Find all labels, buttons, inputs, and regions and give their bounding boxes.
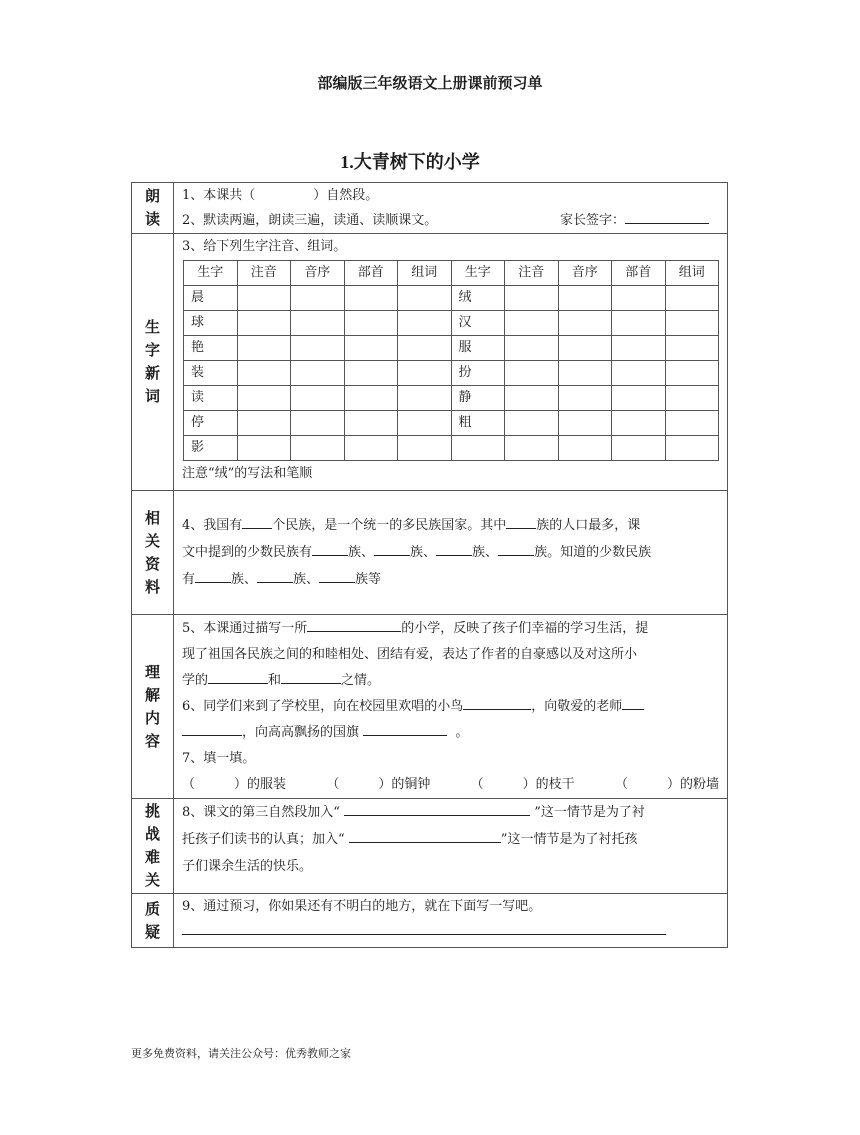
q4-text: 有 — [182, 572, 196, 587]
answer-cell[interactable] — [665, 311, 719, 336]
character-cell — [451, 436, 505, 461]
character-cell: 绒 — [451, 286, 505, 311]
question-8-line-3: 子们课余生活的快乐。 — [182, 859, 313, 874]
question-2 — [182, 208, 721, 233]
q8-text: 8、课文的第三自然段加入“ — [182, 805, 340, 820]
character-cell: 扮 — [451, 361, 505, 386]
character-row — [184, 361, 719, 386]
label-char: 生 — [144, 318, 160, 336]
character-cell: 影 — [184, 436, 238, 461]
answer-cell[interactable] — [344, 386, 398, 411]
document-title: 部编版三年级语文上册课前预习单 — [317, 74, 543, 92]
q4-text: 4、我国有 — [182, 518, 243, 533]
section-content-question — [174, 894, 728, 948]
worksheet-table — [131, 182, 728, 948]
flag-greeting-field[interactable] — [363, 721, 447, 736]
ethnic-count-field[interactable] — [242, 514, 272, 529]
question-5-line-1 — [182, 616, 721, 642]
section-understand — [132, 615, 728, 799]
plot-field-2[interactable] — [349, 828, 501, 843]
character-row — [184, 386, 719, 411]
answer-cell[interactable] — [505, 311, 559, 336]
header-cell: 生字 — [184, 261, 238, 286]
question-9-answer-line — [182, 919, 721, 944]
answer-cell[interactable] — [665, 386, 719, 411]
label-char: 挑 — [144, 802, 160, 820]
label-char: 关 — [144, 531, 160, 550]
answer-cell[interactable] — [398, 336, 452, 361]
q6-text: ，向敬爱的老师 — [531, 699, 623, 714]
answer-cell[interactable] — [665, 286, 719, 311]
q4-text: 族、 — [348, 545, 375, 560]
section-read — [132, 183, 728, 234]
label-char: 词 — [144, 387, 160, 405]
signature-field[interactable] — [625, 209, 709, 224]
question-9: 9、通过预习，你如果还有不明白的地方，就在下面写一写吧。 — [182, 899, 542, 914]
question-6-line-1 — [182, 694, 721, 720]
answer-cell[interactable] — [291, 361, 345, 386]
answer-cell[interactable] — [291, 336, 345, 361]
header-cell: 组词 — [398, 261, 452, 286]
character-cell: 晨 — [184, 286, 238, 311]
answer-cell[interactable] — [558, 311, 612, 336]
character-cell: 球 — [184, 311, 238, 336]
question-4-line-3 — [182, 566, 721, 593]
character-row — [184, 436, 719, 461]
q4-text: 族、 — [231, 572, 258, 587]
header-cell: 部首 — [612, 261, 666, 286]
answer-cell[interactable] — [665, 336, 719, 361]
answer-cell[interactable] — [398, 286, 452, 311]
q1-prefix: 1、本课共（ — [182, 188, 256, 203]
section-content-read — [174, 183, 728, 234]
q6-text: 6、同学们来到了学校里，向在校园里欢唱的小鸟 — [182, 699, 464, 714]
section-label-question — [132, 894, 174, 948]
question-7: 7、填一填。 — [182, 751, 256, 766]
answer-cell[interactable] — [344, 436, 398, 461]
label-char: 疑 — [144, 922, 160, 941]
answer-cell[interactable] — [665, 361, 719, 386]
answer-cell[interactable] — [612, 336, 666, 361]
answer-cell[interactable] — [291, 311, 345, 336]
question-4-line-2 — [182, 539, 721, 566]
section-question — [132, 894, 728, 948]
answer-cell[interactable] — [505, 286, 559, 311]
section-challenge — [132, 799, 728, 894]
answer-cell[interactable] — [237, 336, 291, 361]
answer-cell[interactable] — [344, 286, 398, 311]
feeling-field-2[interactable] — [281, 669, 341, 684]
known-minority-field[interactable] — [257, 568, 293, 583]
character-cell: 停 — [184, 411, 238, 436]
label-char: 内 — [144, 708, 160, 727]
section-info — [132, 491, 728, 615]
header-cell: 组词 — [665, 261, 719, 286]
q8-text: 托孩子们读书的认真；加入“ — [182, 832, 345, 847]
minority-field[interactable] — [436, 541, 472, 556]
answer-cell[interactable] — [612, 311, 666, 336]
answer-cell[interactable] — [398, 386, 452, 411]
question-6-line-2 — [182, 720, 721, 746]
answer-cell[interactable] — [237, 411, 291, 436]
answer-cell[interactable] — [558, 411, 612, 436]
character-cell: 粗 — [451, 411, 505, 436]
header-cell: 注音 — [237, 261, 291, 286]
label-char: 读 — [144, 210, 160, 228]
label-char: 难 — [144, 848, 160, 866]
q4-text: 族、 — [410, 545, 437, 560]
answer-cell[interactable] — [558, 286, 612, 311]
q5-text: 之情。 — [341, 673, 381, 688]
section-content-understand — [174, 615, 728, 799]
q6-text: 。 — [455, 725, 469, 740]
answer-cell[interactable] — [291, 436, 345, 461]
character-table — [183, 260, 719, 461]
section-label-challenge — [132, 799, 174, 894]
answer-cell[interactable] — [665, 436, 719, 461]
answer-cell[interactable] — [665, 411, 719, 436]
character-cell: 静 — [451, 386, 505, 411]
header-cell: 生字 — [451, 261, 505, 286]
answer-cell[interactable] — [505, 361, 559, 386]
lesson-title — [0, 148, 820, 174]
question-4-line-1 — [182, 512, 721, 539]
q5-text: 的小学，反映了孩子们幸福的学习生活，提 — [401, 621, 649, 636]
q4-text: 族、 — [293, 572, 320, 587]
label-char: 朗 — [144, 187, 160, 205]
answer-cell[interactable] — [612, 361, 666, 386]
q4-text: 族、 — [472, 545, 499, 560]
label-char: 理 — [144, 662, 160, 681]
answer-cell[interactable] — [344, 336, 398, 361]
answer-cell[interactable] — [505, 411, 559, 436]
character-cell: 服 — [451, 336, 505, 361]
label-char: 字 — [144, 341, 160, 359]
answer-cell[interactable] — [558, 436, 612, 461]
teacher-greeting-field[interactable] — [622, 695, 644, 710]
character-row — [184, 411, 719, 436]
lesson-name: 大青树下的小学 — [353, 152, 480, 173]
minority-field[interactable] — [498, 541, 534, 556]
section-content-challenge — [174, 799, 728, 894]
answer-cell[interactable] — [237, 361, 291, 386]
answer-cell[interactable] — [237, 286, 291, 311]
answer-cell[interactable] — [612, 286, 666, 311]
q4-text: 族的人口最多，课 — [536, 518, 641, 533]
section-label-read — [132, 183, 174, 234]
answer-cell[interactable] — [505, 336, 559, 361]
character-row — [184, 336, 719, 361]
answer-cell[interactable] — [291, 386, 345, 411]
answer-cell[interactable] — [344, 361, 398, 386]
character-cell: 汉 — [451, 311, 505, 336]
lesson-number: 1. — [340, 152, 354, 172]
answer-cell[interactable] — [398, 311, 452, 336]
q4-text: 文中提到的少数民族有 — [182, 545, 313, 560]
character-cell: 艳 — [184, 336, 238, 361]
question-8-line-1 — [182, 799, 721, 826]
largest-group-field[interactable] — [506, 514, 536, 529]
q4-text: 族。知道的少数民族 — [534, 545, 652, 560]
answer-cell[interactable] — [558, 386, 612, 411]
section-content-info — [174, 491, 728, 615]
q4-text: 个民族，是一个统一的多民族国家。其中 — [272, 518, 507, 533]
question-5-line-3 — [182, 668, 721, 694]
teacher-greeting-field-cont[interactable] — [182, 721, 242, 736]
signature-label: 家长签字： — [560, 213, 626, 228]
known-minority-field[interactable] — [319, 568, 355, 583]
question-8-line-2 — [182, 826, 721, 853]
footer-note: 更多免费资料，请关注公众号：优秀教师之家 — [131, 1047, 351, 1060]
minority-field[interactable] — [312, 541, 348, 556]
q2-text: 2、默读两遍，朗读三遍，读通、读顺课文。 — [182, 213, 438, 228]
answer-cell[interactable] — [344, 311, 398, 336]
character-cell: 读 — [184, 386, 238, 411]
known-minority-field[interactable] — [195, 568, 231, 583]
section-content-chars — [174, 234, 728, 491]
q6-text: ，向高高飘扬的国旗 — [242, 725, 360, 740]
character-row — [184, 311, 719, 336]
label-char: 料 — [144, 577, 160, 596]
label-char: 相 — [144, 508, 160, 527]
header-cell: 音序 — [558, 261, 612, 286]
label-char: 战 — [144, 825, 160, 843]
label-char: 解 — [144, 685, 160, 704]
answer-cell[interactable] — [612, 386, 666, 411]
question-answer-field[interactable] — [182, 920, 666, 935]
label-char: 资 — [144, 554, 160, 573]
answer-cell[interactable] — [398, 361, 452, 386]
feeling-field-1[interactable] — [208, 669, 268, 684]
q1-suffix: ）自然段。 — [313, 188, 379, 203]
answer-cell[interactable] — [558, 361, 612, 386]
q5-text: 和 — [268, 673, 282, 688]
signature-block — [560, 208, 709, 233]
answer-cell[interactable] — [558, 336, 612, 361]
answer-cell[interactable] — [398, 436, 452, 461]
answer-cell[interactable] — [505, 386, 559, 411]
school-description-field[interactable] — [307, 617, 401, 632]
q8-text: ”这一情节是为了衬 — [534, 805, 645, 820]
answer-cell[interactable] — [291, 411, 345, 436]
answer-cell[interactable] — [237, 386, 291, 411]
q5-text: 学的 — [182, 673, 209, 688]
section-label-chars — [132, 234, 174, 491]
fill-blank-item[interactable]: （ ）的服装 — [182, 777, 287, 792]
answer-cell[interactable] — [237, 311, 291, 336]
q8-text: ”这一情节是为了衬托孩 — [500, 832, 638, 847]
character-row — [184, 286, 719, 311]
answer-cell[interactable] — [344, 411, 398, 436]
question-7-fills — [182, 772, 721, 798]
answer-cell[interactable] — [291, 286, 345, 311]
header-cell: 部首 — [344, 261, 398, 286]
fill-blank-item[interactable]: （ ）的枝干 — [470, 777, 575, 792]
answer-cell[interactable] — [398, 411, 452, 436]
q4-text: 族等 — [355, 572, 382, 587]
minority-field[interactable] — [374, 541, 410, 556]
label-char: 容 — [144, 731, 160, 750]
character-table-header — [184, 261, 719, 286]
section-label-info — [132, 491, 174, 615]
answer-cell[interactable] — [612, 411, 666, 436]
plot-field-1[interactable] — [344, 801, 530, 816]
bird-greeting-field[interactable] — [463, 695, 531, 710]
question-1 — [182, 183, 721, 208]
stroke-order-note: 注意“绒”的写法和笔顺 — [182, 466, 313, 481]
answer-cell[interactable] — [237, 436, 291, 461]
answer-cell[interactable] — [612, 436, 666, 461]
character-cell: 装 — [184, 361, 238, 386]
fill-blank-item[interactable]: （ ）的铜钟 — [326, 777, 431, 792]
header-cell: 音序 — [291, 261, 345, 286]
label-char: 新 — [144, 364, 160, 382]
label-char: 质 — [144, 899, 160, 918]
question-3: 3、给下列生字注音、组词。 — [182, 239, 347, 254]
answer-cell[interactable] — [505, 436, 559, 461]
section-label-understand — [132, 615, 174, 799]
section-chars — [132, 234, 728, 491]
q5-text: 5、本课通过描写一所 — [182, 621, 308, 636]
question-5-line-2: 现了祖国各民族之间的和睦相处、团结有爱，表达了作者的自豪感以及对这所小 — [182, 647, 638, 662]
header-cell: 注音 — [505, 261, 559, 286]
fill-blank-item[interactable]: （ ）的粉墙 — [614, 777, 719, 792]
label-char: 关 — [144, 871, 160, 889]
